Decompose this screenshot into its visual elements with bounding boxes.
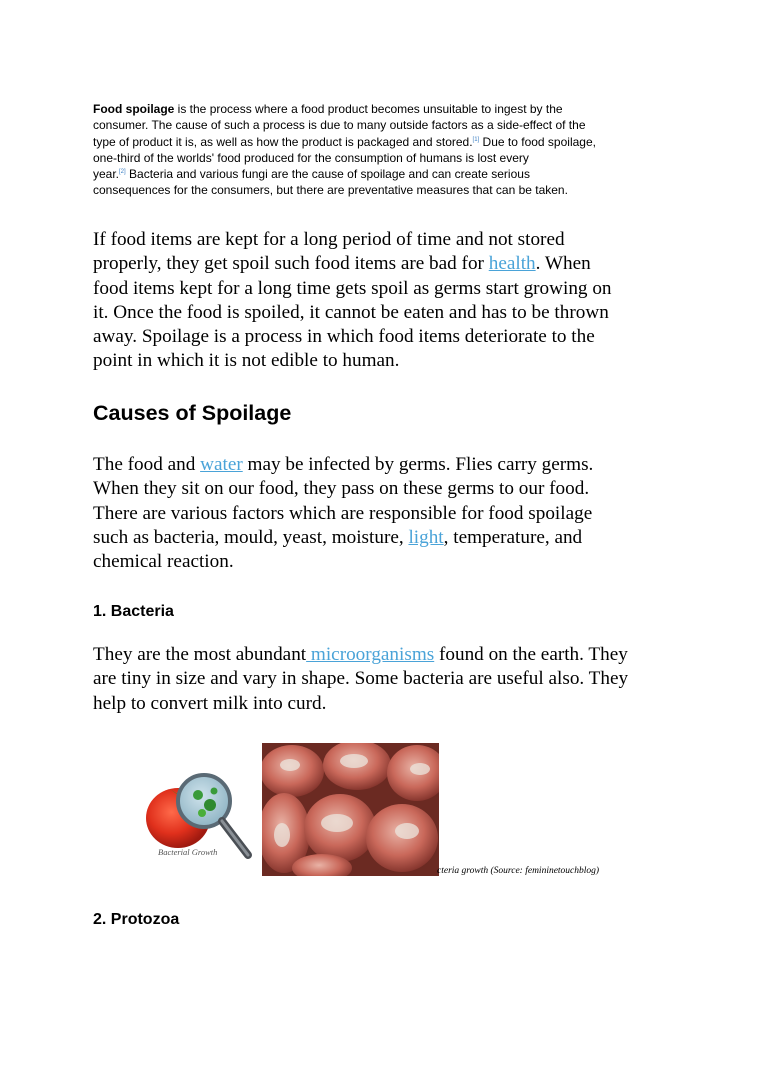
paragraph-bacteria: [93, 643, 693, 716]
paragraph-line: They are the most abundant: [93, 644, 307, 665]
paragraph-line: There are various factors which are responsible for food spoilage: [93, 502, 593, 524]
intro-text: one-third of the worlds' food produced for the consumption of humans is lost every: [93, 150, 529, 165]
paragraph-line: are tiny in size and vary in shape. Some bacteria are useful also. They: [93, 668, 629, 690]
paragraph-line: chemical reaction.: [93, 551, 234, 573]
intro-term: Food spoilage: [93, 102, 175, 116]
paragraph-line: found on the earth. They: [434, 644, 628, 665]
heading-protozoa: 2. Protozoa: [93, 911, 180, 928]
light-link[interactable]: light: [408, 526, 444, 548]
health-link[interactable]: health: [488, 253, 536, 275]
paragraph-line: . When: [535, 253, 591, 275]
image-label: Bacterial Growth: [158, 847, 218, 857]
heading-bacteria: 1. Bacteria: [93, 603, 174, 620]
paragraph-line: such as bacteria, mould, yeast, moisture,: [93, 526, 409, 548]
reference-link-2[interactable]: [2]: [119, 169, 126, 176]
bacterial-growth-image: [140, 743, 262, 876]
paragraph-line: properly, they get spoil such food items are bad for: [93, 253, 489, 275]
paragraph-line: food items kept for a long time gets spoil as germs start growing on: [93, 277, 612, 299]
moldy-strawberries-image: [262, 743, 439, 876]
intro-text: consumer. The cause of such a process is due to many outside factors as a side-effect of the: [93, 118, 586, 133]
intro-text: consequences for the consumers, but there are preventative measures that can be taken.: [93, 183, 568, 198]
intro-text: type of product it is, as well as how the product is packaged and stored.: [93, 134, 473, 149]
paragraph-line: , temperature, and: [443, 526, 583, 548]
heading-causes-of-spoilage: Causes of Spoilage: [93, 401, 292, 425]
intro-text: year.: [93, 167, 120, 182]
paragraph-line: away. Spoilage is a process in which food items deteriorate to the: [93, 326, 595, 348]
intro-text: Due to food spoilage,: [479, 134, 596, 149]
paragraph-line: help to convert milk into curd.: [93, 692, 327, 714]
reference-link-1[interactable]: [1]: [472, 136, 480, 143]
microorganisms-link[interactable]: microorganisms: [306, 644, 435, 665]
intro-paragraph: [93, 101, 693, 199]
image-caption: cteria growth (Source: femininetouchblog): [437, 866, 600, 876]
paragraph-line: The food and: [93, 454, 201, 475]
paragraph-line: may be infected by germs. Flies carry germs.: [242, 454, 594, 475]
paragraph-causes: [93, 453, 693, 574]
moldy-strawberries-photo: [262, 743, 439, 876]
paragraph-line: point in which it is not edible to human.: [93, 350, 400, 372]
intro-text: Bacteria and various fungi are the cause of spoilage and can create serious: [125, 167, 530, 182]
paragraph-line: When they sit on our food, they pass on these germs to our food.: [93, 478, 590, 500]
intro-text: is the process where a food product becomes unsuitable to ingest by the: [174, 102, 563, 116]
water-link[interactable]: water: [200, 454, 243, 475]
paragraph-spoil-definition: [93, 228, 693, 374]
paragraph-line: it. Once the food is spoiled, it cannot be eaten and has to be thrown: [93, 301, 609, 323]
paragraph-line: If food items are kept for a long period of time and not stored: [93, 229, 565, 250]
